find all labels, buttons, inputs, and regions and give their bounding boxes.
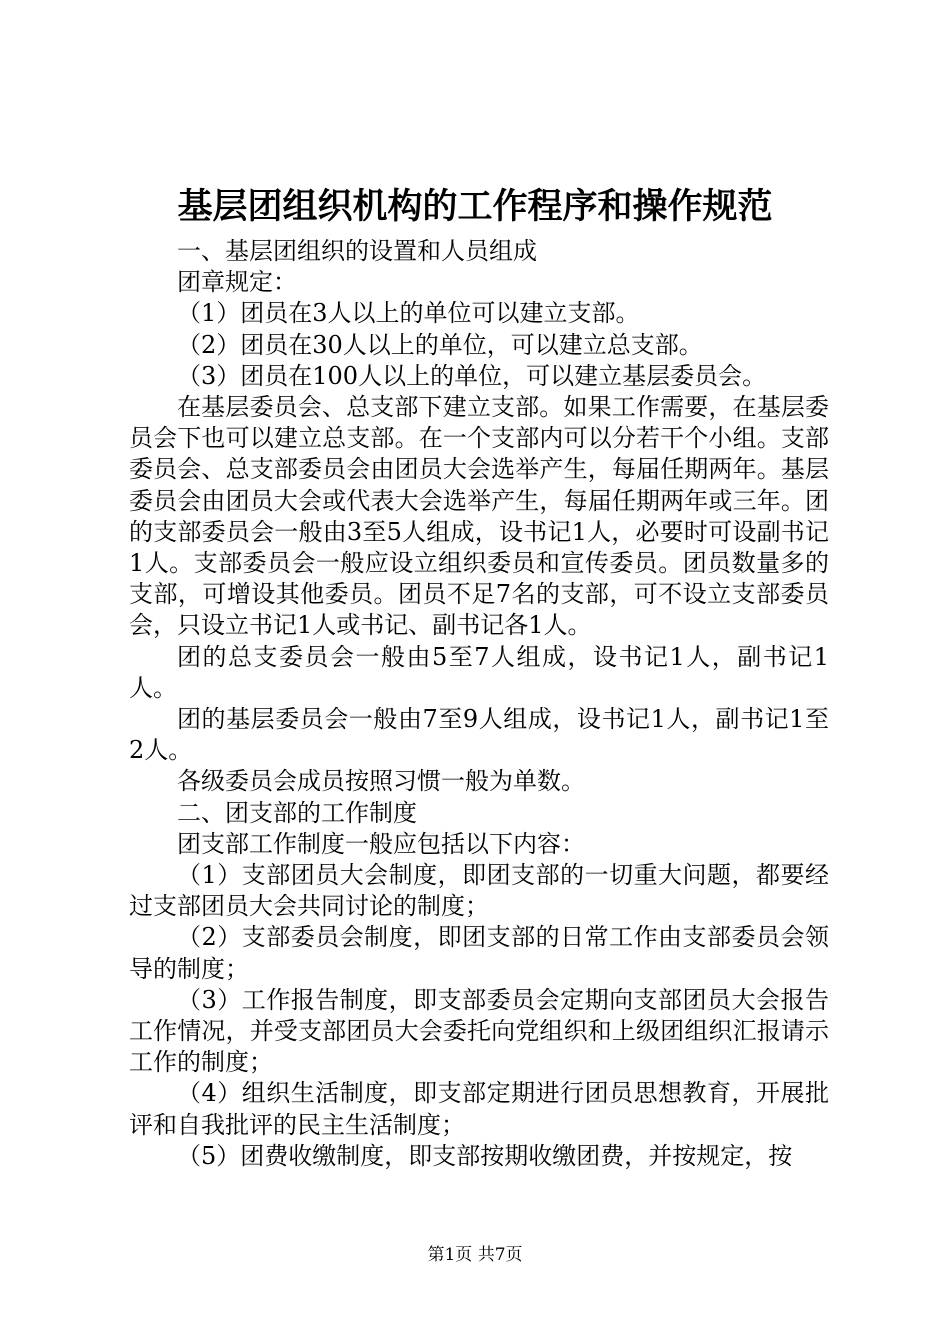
list-item: （4）组织生活制度，即支部定期进行团员思想教育，开展批评和自我批评的民主生活制度； — [129, 1079, 829, 1139]
document-title: 基层团组织机构的工作程序和操作规范 — [177, 186, 773, 227]
paragraph: 团章规定： — [177, 268, 297, 297]
list-item: （5）团费收缴制度，即支部按期收缴团费，并按规定，按 — [177, 1141, 793, 1170]
list-item: （3）工作报告制度，即支部委员会定期向支部团员大会报告工作情况，并受支部团员大会委托向党组织和上级团组织汇报请示工作的制度； — [129, 985, 829, 1077]
heading-section-2: 二、团支部的工作制度 — [177, 798, 417, 827]
paragraph: 在基层委员会、总支部下建立支部。如果工作需要，在基层委员会下也可以建立总支部。在一个支部内可以分若干个小组。支部委员会、总支部委员会由团员大会选举产生，每届任期两年。基层委员会由团员大会或代表大会选举产生，每届任期两年或三年。团的支部委员会一般由3至5人组成，设书记1人，必要时可设副书记1人。支部委员会一般应设立组织委员和宣传委员。团员数量多的支部，可增设其他委员。团员不足7名的支部，可不设立支部委员会，只设立书记1人或书记、副书记各1人。 — [129, 393, 829, 640]
list-item: （3）团员在100人以上的单位，可以建立基层委员会。 — [177, 361, 767, 390]
document-body — [129, 236, 829, 1172]
list-item: （1）团员在3人以上的单位可以建立支部。 — [177, 299, 640, 328]
list-item: （2）团员在30人以上的单位，可以建立总支部。 — [177, 330, 703, 359]
page-footer: 第1页 共7页 — [427, 1245, 523, 1265]
paragraph: 各级委员会成员按照习惯一般为单数。 — [177, 767, 585, 796]
paragraph: 团的总支委员会一般由5至7人组成，设书记1人，副书记1人。 — [129, 642, 829, 702]
list-item: （1）支部团员大会制度，即团支部的一切重大问题，都要经过支部团员大会共同讨论的制度； — [129, 861, 829, 921]
heading-section-1: 一、基层团组织的设置和人员组成 — [177, 237, 537, 265]
list-item: （2）支部委员会制度，即团支部的日常工作由支部委员会领导的制度； — [129, 923, 829, 983]
paragraph: 团支部工作制度一般应包括以下内容： — [177, 829, 585, 858]
paragraph: 团的基层委员会一般由7至9人组成，设书记1人，副书记1至2人。 — [129, 705, 829, 765]
